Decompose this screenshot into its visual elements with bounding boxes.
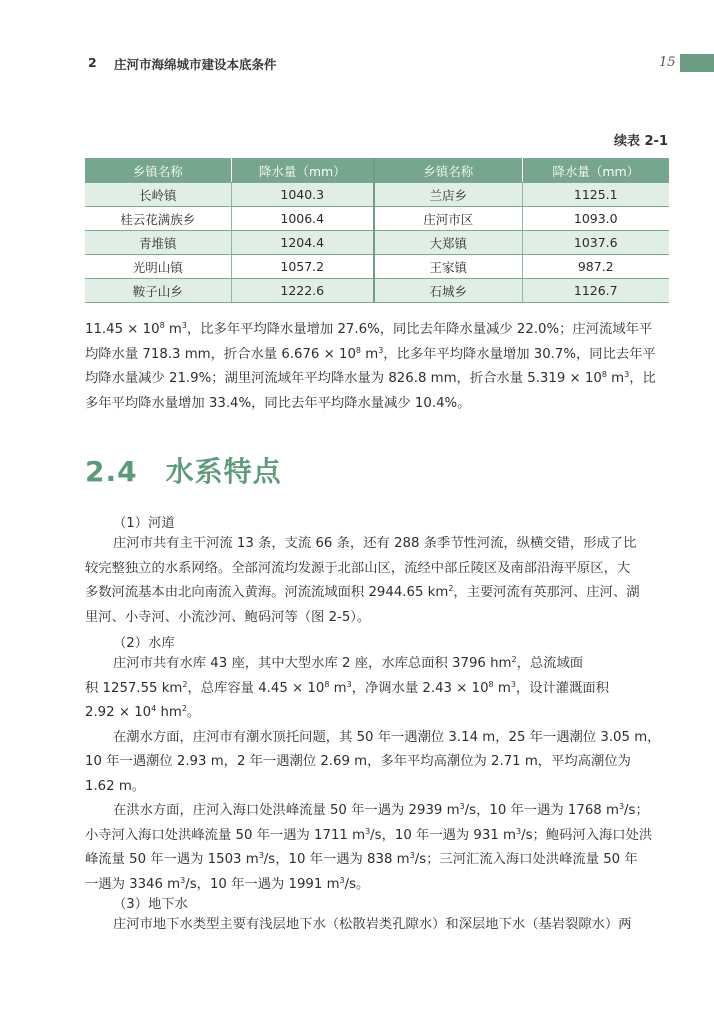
table-cell: 1126.7 — [522, 279, 669, 303]
table-row — [85, 279, 669, 303]
table-cell: 桂云花满族乡 — [85, 207, 231, 231]
section-title: 水系特点 — [165, 455, 282, 488]
subheading-groundwater: （3）地下水 — [113, 897, 188, 912]
section-number: 2.4 — [85, 455, 138, 488]
table-cell: 鞍子山乡 — [85, 279, 231, 303]
text-line: 均降水量减少 21.9%；湖里河流域年平均降水量为 826.8 mm，折合水量 $5.319 \times 10^8$ $m^3$，比 — [85, 370, 656, 386]
text-line: $2.92 \times 10^4$ $hm^2$。 — [85, 704, 201, 720]
text-line: $11.45 \times 10^8$ $m^3$，比多年平均降水量增加 27.6%，同比去年降水量减少 22.0%；庄河流域年平 — [85, 321, 653, 337]
chapter-title: 庄河市海绵城市建设本底条件 — [114, 57, 277, 72]
chapter-number: 2 — [88, 55, 97, 70]
table-cell: 兰店乡 — [374, 183, 522, 207]
text-line: 里河、小寺河、小流沙河、鲍码河等（图 2-5）。 — [85, 609, 371, 625]
column-header: 降水量（mm） — [231, 159, 374, 183]
text-line: 峰流量 50 年一遇为 1503 $m^3/s$，10 年一遇为 838 $m^3/s$；三河汇流入海口处洪峰流量 50 年 — [85, 851, 638, 867]
text-line: 一遇为 3346 $m^3/s$，10 年一遇为 1991 $m^3/s$。 — [85, 875, 370, 892]
text-line: 10 年一遇潮位 2.93 m，2 年一遇潮位 2.69 m，多年平均高潮位为 2.71 m，平均高潮位为 — [85, 754, 631, 769]
table-header-row — [85, 159, 669, 183]
subheading-reservoirs: （2）水库 — [113, 636, 175, 651]
section-heading — [85, 450, 282, 490]
text-line: 较完整独立的水系网络。全部河流均发源于北部山区，流经中部丘陵区及南部沿海平原区，大 — [85, 560, 631, 576]
precipitation-paragraph — [85, 318, 669, 416]
column-header: 乡镇名称 — [374, 159, 522, 183]
table-cell: 1125.1 — [522, 183, 669, 207]
text-line: 在洪水方面，庄河入海口处洪峰流量 50 年一遇为 2939 $m^3/s$，10 年一遇为 1768 $m^3/s$； — [113, 802, 649, 818]
page-number: 15 — [659, 55, 676, 70]
table-cell: 1057.2 — [231, 255, 374, 279]
rainfall-table — [85, 158, 669, 303]
text-line: 多数河流基本由北向南流入黄海。河流流域面积 2944.65 $km^2$，主要河流有英那河、庄河、湖 — [85, 584, 640, 600]
table-cell: 光明山镇 — [85, 255, 231, 279]
table-cell: 1222.6 — [231, 279, 374, 303]
table-cell: 987.2 — [522, 255, 669, 279]
table-cell: 1204.4 — [231, 231, 374, 255]
subheading-rivers: （1）河道 — [113, 516, 175, 531]
text-line: 均降水量 718.3 mm，折合水量 $6.676 \times 10^8$ $m^3$，比多年平均降水量增加 30.7%，同比去年平 — [85, 345, 656, 362]
table-cell: 王家镇 — [374, 255, 522, 279]
text-line: 1.62 m。 — [85, 778, 146, 794]
groundwater-paragraph — [85, 913, 669, 938]
table-cell: 大郑镇 — [374, 231, 522, 255]
text-line: 积 1257.55 $km^2$，总库容量 $4.45 \times 10^8$ $m^3$，净调水量 $2.43 \times 10^8$ $m^3$，设计灌溉面积 — [85, 679, 609, 696]
text-line: 庄河市共有主干河流 13 条，支流 66 条，还有 288 条季节性河流，纵横交错，形成了比 — [113, 536, 637, 551]
table-cell: 1006.4 — [231, 207, 374, 231]
table-row — [85, 255, 669, 279]
table-cell: 长岭镇 — [85, 183, 231, 207]
text-line: 多年平均降水量增加 33.4%，同比去年平均降水量减少 10.4%。 — [85, 395, 471, 411]
column-header: 降水量（mm） — [522, 159, 669, 183]
text-line: 庄河市地下水类型主要有浅层地下水（松散岩类孔隙水）和深层地下水（基岩裂隙水）两 — [113, 917, 632, 932]
table-cell: 1093.0 — [522, 207, 669, 231]
table-caption: 续表 2-1 — [613, 134, 668, 149]
running-header — [88, 55, 714, 75]
text-line: 小寺河入海口处洪峰流量 50 年一遇为 1711 $m^3/s$，10 年一遇为 931 $m^3/s$；鲍码河入海口处洪 — [85, 826, 653, 843]
column-header: 乡镇名称 — [85, 159, 231, 183]
table-cell: 石城乡 — [374, 279, 522, 303]
table-row — [85, 207, 669, 231]
reservoirs-paragraph — [85, 652, 669, 897]
table-cell: 1040.3 — [231, 183, 374, 207]
text-line: 庄河市共有水库 43 座，其中大型水库 2 座，水库总面积 3796 $hm^2$，总流域面 — [113, 655, 584, 671]
table-row — [85, 183, 669, 207]
table-cell: 1037.6 — [522, 231, 669, 255]
rivers-paragraph — [85, 532, 669, 630]
table-row — [85, 231, 669, 255]
text-line: 在潮水方面，庄河市有潮水顶托问题，其 50 年一遇潮位 3.14 m，25 年一遇潮位 3.05 m， — [113, 729, 661, 745]
table-cell: 青堆镇 — [85, 231, 231, 255]
table-cell: 庄河市区 — [374, 207, 522, 231]
chapter-tab-marker — [680, 54, 714, 72]
